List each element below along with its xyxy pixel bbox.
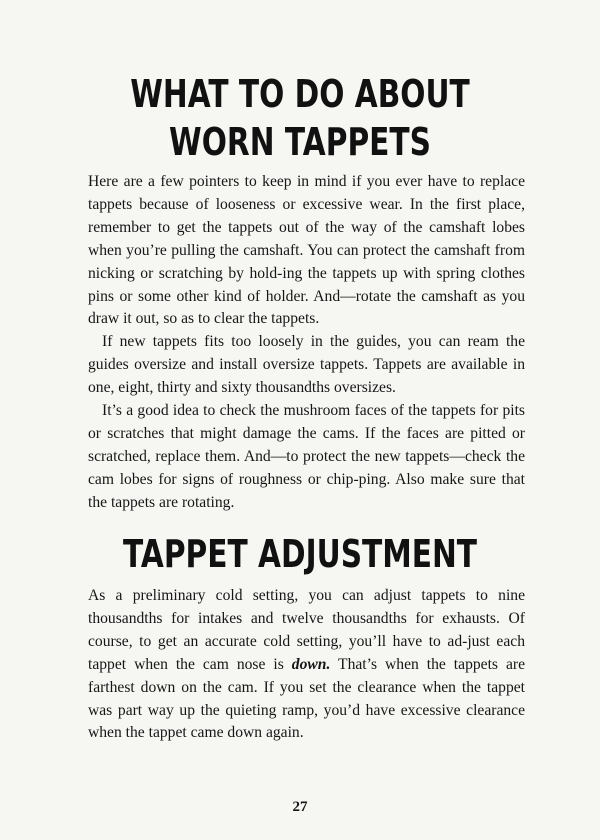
- paragraph: If new tappets fits too loosely in the guides, you can ream the guides oversize and install oversize tappets. Tappets are available in one, eight, thirty and sixty thousandths oversizes.: [88, 333, 525, 397]
- section-body-worn-tappets: [88, 171, 525, 515]
- page-number: 27: [292, 799, 308, 815]
- paragraph-text: That’s when the tappets are farthest down on the cam. If you set the clearance when the tappet was part way up the quieting ramp, you’d have excessive clearance when the tappet came down again.: [88, 655, 525, 742]
- section-heading-tappet-adjustment: TAPPET ADJUSTMENT: [122, 532, 478, 576]
- paragraph: Here are a few pointers to keep in mind if you ever have to replace tappets because of looseness or excessive wear. In the first place, remember to get the tappets out of the way of the camshaft lobes when you’re pulling the camshaft. You can protect the camshaft from nicking or scratching by hold-ing the tappets up with spring clothes pins or some other kind of holder. And—rotate the camshaft as you draw it out, so as to clear the tappets.: [88, 173, 525, 328]
- paragraph-text: As a preliminary cold setting, you can adjust tappets to nine thousandths for intakes and twelve thousandths for exhausts. Of course, to get an accurate cold setting, you’ll have to ad-just each tappet when the cam nose is: [88, 587, 525, 673]
- section-body-tappet-adjustment: [88, 585, 525, 745]
- paragraph: It’s a good idea to check the mushroom faces of the tappets for pits or scratches that might damage the cams. If the faces are pitted or scratched, replace them. And—to protect the new tappets—check the cam lobes for signs of roughness or chip-ping. Also make sure that the tappets are rotating.: [88, 402, 525, 511]
- paragraph: [88, 585, 525, 745]
- section-heading-worn-tappets: WHAT TO DO ABOUT WORN TAPPETS: [130, 72, 470, 164]
- emphasis-text: down.: [291, 655, 331, 673]
